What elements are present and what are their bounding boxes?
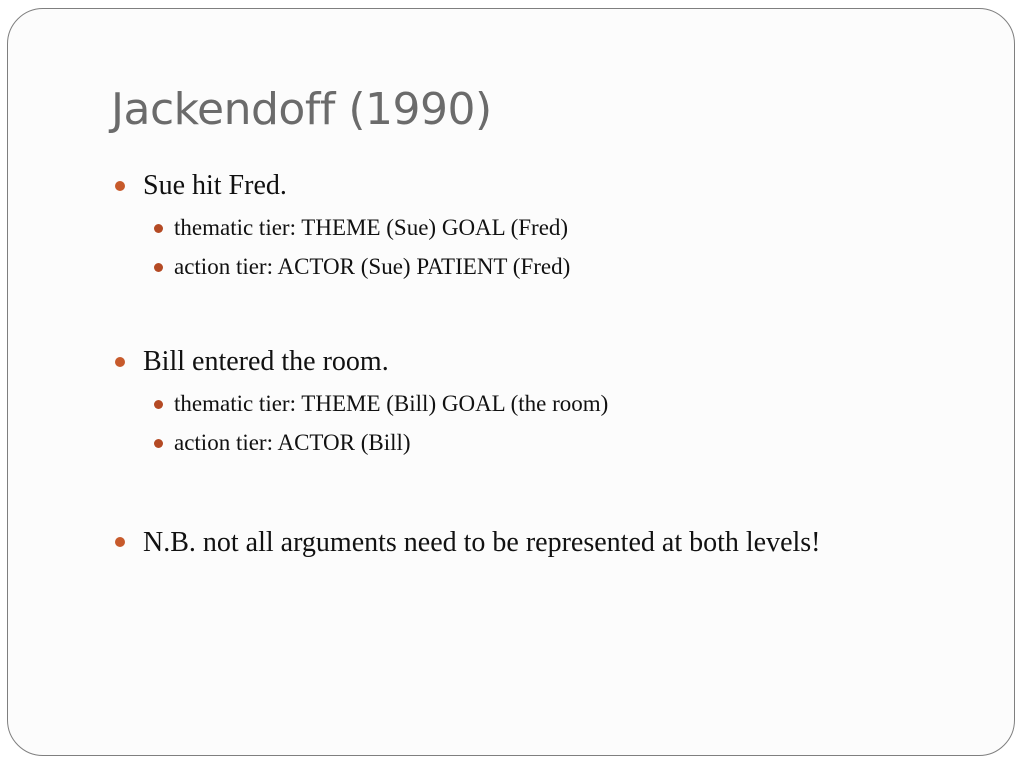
sub-bullet-item (174, 215, 568, 241)
sub-bullet-item (174, 254, 570, 280)
slide-title: Jackendoff (1990) (111, 84, 492, 135)
sub-bullet-dot-icon (154, 400, 163, 409)
bullet-item (143, 346, 389, 378)
bullet-text: Sue hit Fred. (143, 170, 287, 201)
bullet-text: N.B. not all arguments need to be represented at both levels! (143, 527, 821, 558)
bullet-item (143, 523, 943, 563)
bullet-dot-icon (115, 181, 125, 191)
sub-bullet-dot-icon (154, 439, 163, 448)
sub-bullet-text: action tier: ACTOR (Sue) PATIENT (Fred) (174, 254, 571, 279)
bullet-text: Bill entered the room. (143, 346, 389, 377)
sub-bullet-item (174, 391, 608, 417)
sub-bullet-text: thematic tier: THEME (Bill) GOAL (the room) (174, 391, 609, 416)
sub-bullet-dot-icon (154, 263, 163, 272)
sub-bullet-item (174, 430, 411, 456)
bullet-item (143, 170, 287, 202)
sub-bullet-dot-icon (154, 224, 163, 233)
bullet-dot-icon (115, 537, 125, 547)
sub-bullet-text: action tier: ACTOR (Bill) (174, 430, 411, 455)
bullet-dot-icon (115, 357, 125, 367)
sub-bullet-text: thematic tier: THEME (Sue) GOAL (Fred) (174, 215, 569, 240)
